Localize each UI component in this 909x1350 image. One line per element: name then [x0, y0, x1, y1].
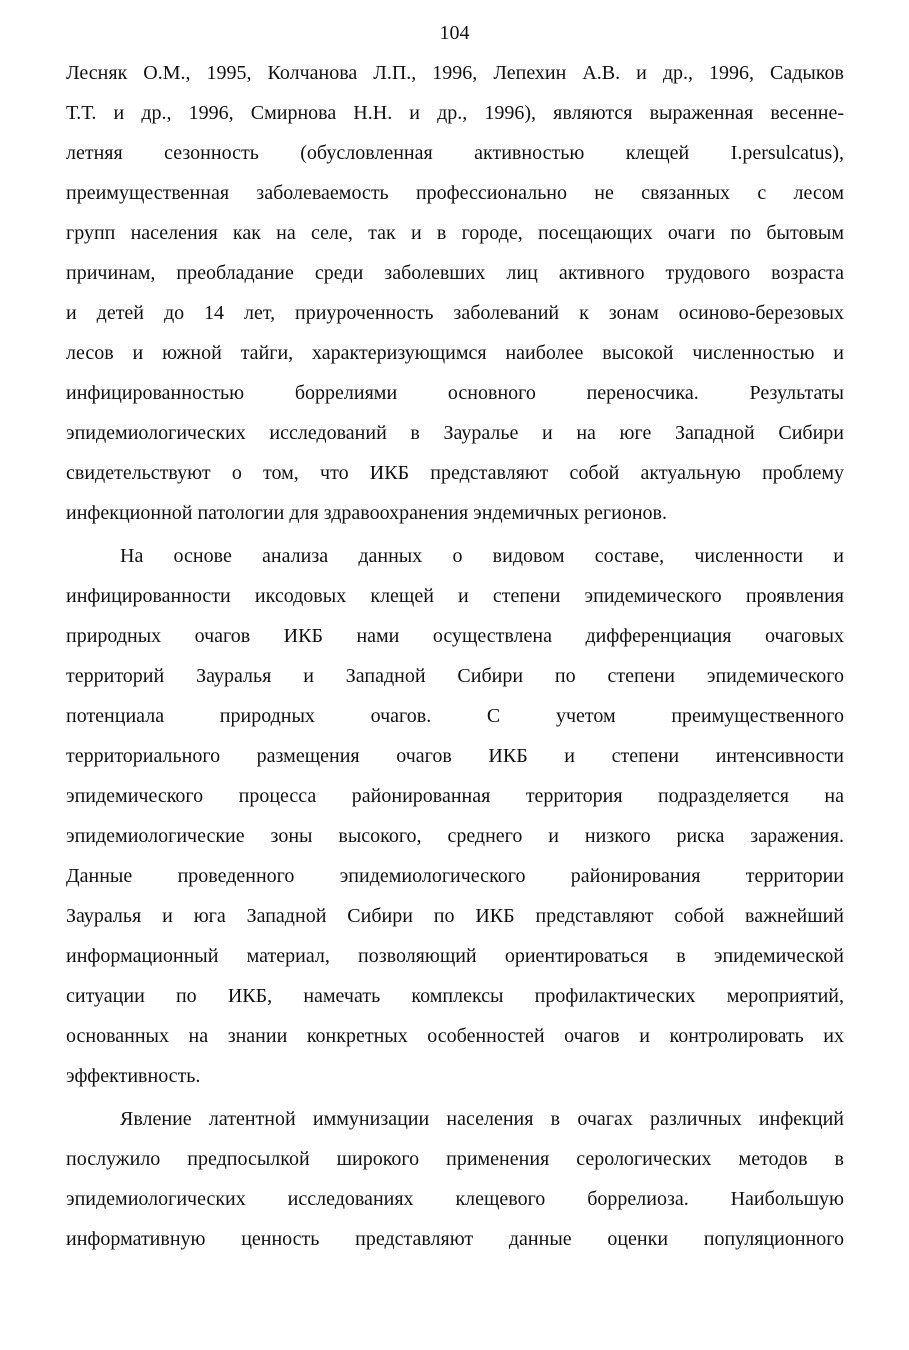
text-line: причинам, преобладание среди заболевших лиц активного трудового возраста [66, 262, 844, 284]
text-line: инфекционной патологии для здравоохранения эндемичных регионов. [66, 502, 667, 524]
text-line: На основе анализа данных о видовом составе, численности и [120, 545, 844, 567]
text-line: послужило предпосылкой широкого применения серологических методов в [66, 1148, 844, 1170]
text-line: и детей до 14 лет, приуроченность заболеваний к зонам осиново-березовых [66, 302, 844, 324]
text-line: инфицированностью боррелиями основного переносчика. Результаты [66, 382, 844, 404]
text-line: информативную ценность представляют данные оценки популяционного [66, 1228, 844, 1250]
paragraph-3 [66, 1099, 844, 1259]
text-line: инфицированности иксодовых клещей и степени эпидемического проявления [66, 585, 844, 607]
text-line: ситуации по ИКБ, намечать комплексы профилактических мероприятий, [66, 985, 844, 1007]
page-number: 104 [439, 22, 470, 44]
text-line: Зауралья и юга Западной Сибири по ИКБ представляют собой важнейший [66, 905, 844, 927]
text-line: Лесняк О.М., 1995, Колчанова Л.П., 1996, Лепехин А.В. и др., 1996, Садыков [66, 62, 844, 84]
text-line: Данные проведенного эпидемиологического районирования территории [66, 865, 844, 887]
text-line: Т.Т. и др., 1996, Смирнова Н.Н. и др., 1996), являются выраженная весенне- [66, 102, 844, 124]
text-line: эпидемиологических исследований в Зауралье и на юге Западной Сибири [66, 422, 844, 444]
text-line: эффективность. [66, 1065, 201, 1087]
text-line: природных очагов ИКБ нами осуществлена дифференциация очаговых [66, 625, 844, 647]
text-line: информационный материал, позволяющий ориентироваться в эпидемической [66, 945, 844, 967]
text-line: Явление латентной иммунизации населения в очагах различных инфекций [120, 1108, 844, 1130]
paragraph-1 [66, 53, 844, 533]
text-line: основанных на знании конкретных особенностей очагов и контролировать их [66, 1025, 844, 1047]
text-line: территориального размещения очагов ИКБ и степени интенсивности [66, 745, 844, 767]
text-line: эпидемического процесса районированная территория подразделяется на [66, 785, 844, 807]
text-line: эпидемиологические зоны высокого, среднего и низкого риска заражения. [66, 825, 844, 847]
text-line: преимущественная заболеваемость профессионально не связанных с лесом [66, 182, 844, 204]
text-line: свидетельствуют о том, что ИКБ представляют собой актуальную проблему [66, 462, 844, 484]
text-line: эпидемиологических исследованиях клещевого боррелиоза. Наибольшую [66, 1188, 844, 1210]
text-line: потенциала природных очагов. С учетом преимущественного [66, 705, 844, 727]
text-line: групп населения как на селе, так и в городе, посещающих очаги по бытовым [66, 222, 844, 244]
text-line: территорий Зауралья и Западной Сибири по степени эпидемического [66, 665, 844, 687]
text-line: летняя сезонность (обусловленная активностью клещей I.persulcatus), [66, 142, 844, 164]
paragraph-2 [66, 536, 844, 1096]
text-line: лесов и южной тайги, характеризующимся наиболее высокой численностью и [66, 342, 844, 364]
